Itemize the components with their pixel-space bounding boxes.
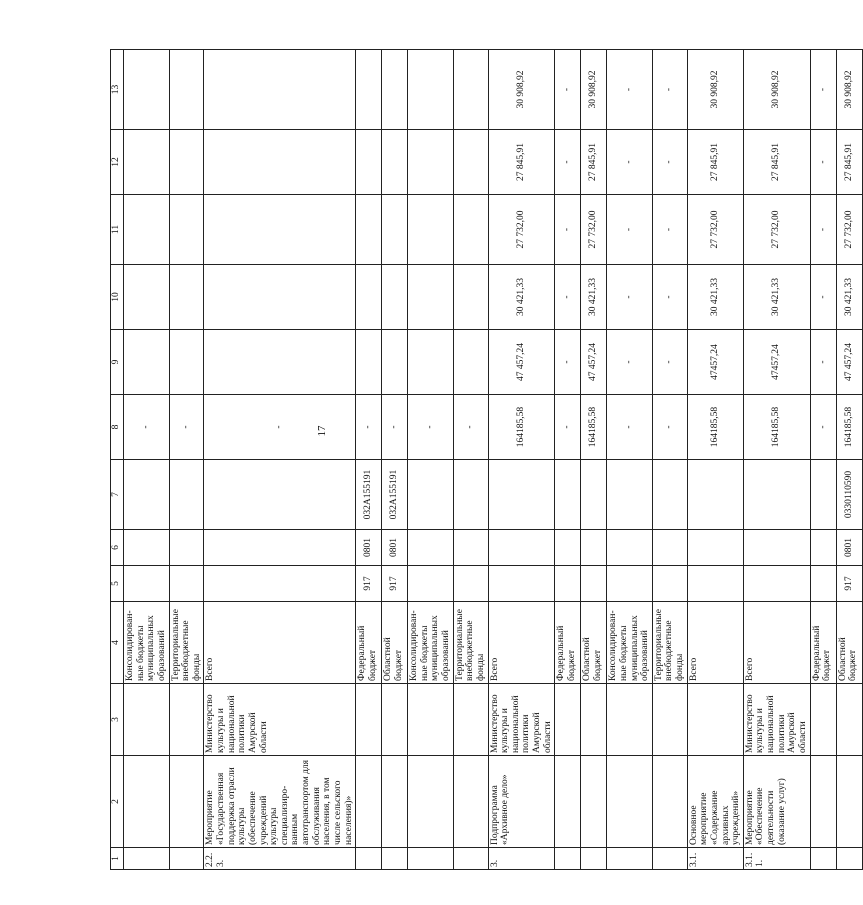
table-cell-c7: 032А155191: [382, 460, 408, 530]
table-row: [169, 50, 204, 870]
table-cell-c10: -: [810, 265, 836, 330]
table-cell-c4: Территориальные внебюджетные фонды: [453, 602, 488, 684]
table-cell-c1: [810, 848, 836, 870]
table-cell-c3: Министерство культуры и национальной политики Амурской области: [743, 684, 810, 756]
table-cell-c6: [652, 530, 687, 566]
table-cell-c3: [169, 684, 204, 756]
table-cell-c6: [124, 530, 170, 566]
table-cell-c2: Основное мероприятие «Содержание архивных учреждений»: [687, 756, 743, 848]
table-cell-c10: [408, 265, 454, 330]
table-cell-c9: [453, 330, 488, 395]
table-cell-c5: [607, 566, 653, 602]
table-cell-c7: [204, 460, 356, 530]
column-number: 9: [111, 330, 124, 395]
column-number: 5: [111, 566, 124, 602]
table-cell-c13: [169, 50, 204, 130]
table-cell-c10: 30 421,33: [836, 265, 862, 330]
table-cell-c11: 27 732,00: [687, 195, 743, 265]
table-cell-c13: -: [607, 50, 653, 130]
table-cell-c10: [169, 265, 204, 330]
table-cell-c3: [453, 684, 488, 756]
column-number: 6: [111, 530, 124, 566]
table-cell-c2: [652, 756, 687, 848]
table-cell-c1: [408, 848, 454, 870]
table-cell-c7: [810, 460, 836, 530]
table-cell-c10: 30 421,33: [488, 265, 555, 330]
table-row: [810, 50, 836, 870]
table-cell-c9: 47457,24: [687, 330, 743, 395]
table-container: [110, 50, 859, 870]
table-cell-c2: [382, 756, 408, 848]
table-cell-c2: [555, 756, 581, 848]
table-row: [382, 50, 408, 870]
table-cell-c8: -: [453, 395, 488, 460]
table-cell-c11: -: [555, 195, 581, 265]
table-cell-c12: [453, 130, 488, 195]
table-cell-c11: [124, 195, 170, 265]
table-cell-c4: Территориальные внебюджетные фонды: [652, 602, 687, 684]
table-cell-c6: 0801: [836, 530, 862, 566]
table-cell-c8: -: [169, 395, 204, 460]
table-cell-c8: -: [810, 395, 836, 460]
table-cell-c3: [607, 684, 653, 756]
table-cell-c6: [204, 530, 356, 566]
table-cell-c13: 30 908,92: [743, 50, 810, 130]
table-cell-c7: [607, 460, 653, 530]
table-cell-c8: -: [356, 395, 382, 460]
table-cell-c4: Консолидирован-ные бюджеты муниципальных образований: [124, 602, 170, 684]
table-cell-c6: 0801: [356, 530, 382, 566]
table-cell-c9: [169, 330, 204, 395]
table-cell-c8: -: [124, 395, 170, 460]
table-cell-c2: Мероприятие «Государственная поддержка отрасли культуры (обеспечение учреждений культуры специализиро-ванным автотранспортом для обслуживания населения, в том числе сельского населения)»: [204, 756, 356, 848]
table-cell-c6: [453, 530, 488, 566]
table-cell-c6: [743, 530, 810, 566]
table-cell-c4: Всего: [743, 602, 810, 684]
table-cell-c8: 164185,58: [687, 395, 743, 460]
table-cell-c13: 30 908,92: [687, 50, 743, 130]
table-cell-c6: [810, 530, 836, 566]
table-cell-c13: 30 908,92: [581, 50, 607, 130]
table-cell-c8: -: [607, 395, 653, 460]
table-cell-c3: [652, 684, 687, 756]
table-cell-c10: -: [607, 265, 653, 330]
table-cell-c7: [169, 460, 204, 530]
table-cell-c2: [810, 756, 836, 848]
table-cell-c11: [169, 195, 204, 265]
table-cell-c5: [743, 566, 810, 602]
table-cell-c3: Министерство культуры и национальной политики Амурской области: [204, 684, 356, 756]
table-cell-c4: Всего: [687, 602, 743, 684]
table-cell-c12: -: [810, 130, 836, 195]
table-cell-c8: -: [382, 395, 408, 460]
table-cell-c12: [356, 130, 382, 195]
table-cell-c1: [581, 848, 607, 870]
table-cell-c13: [204, 50, 356, 130]
table-cell-c13: [124, 50, 170, 130]
table-cell-c9: [382, 330, 408, 395]
table-cell-c2: [581, 756, 607, 848]
table-cell-c4: Всего: [204, 602, 356, 684]
column-number-row: [111, 50, 124, 870]
table-cell-c11: -: [607, 195, 653, 265]
table-cell-c3: Министерство культуры и национальной политики Амурской области: [488, 684, 555, 756]
table-cell-c10: [124, 265, 170, 330]
table-cell-c1: 3.1.: [687, 848, 743, 870]
table-cell-c9: [204, 330, 356, 395]
table-cell-c12: 27 845,91: [488, 130, 555, 195]
table-cell-c8: -: [555, 395, 581, 460]
table-cell-c10: 30 421,33: [743, 265, 810, 330]
budget-table: [110, 49, 863, 870]
table-cell-c4: Территориальные внебюджетные фонды: [169, 602, 204, 684]
table-cell-c12: 27 845,91: [687, 130, 743, 195]
table-cell-c2: [169, 756, 204, 848]
table-cell-c11: 27 732,00: [581, 195, 607, 265]
table-row: [607, 50, 653, 870]
table-cell-c5: [652, 566, 687, 602]
table-cell-c4: Федеральный бюджет: [555, 602, 581, 684]
table-cell-c11: [356, 195, 382, 265]
table-cell-c12: 27 845,91: [581, 130, 607, 195]
table-cell-c13: [408, 50, 454, 130]
table-cell-c8: -: [652, 395, 687, 460]
table-row: [356, 50, 382, 870]
table-cell-c8: -: [204, 395, 356, 460]
table-row: [836, 50, 862, 870]
table-cell-c1: [124, 848, 170, 870]
table-cell-c10: [204, 265, 356, 330]
table-cell-c13: -: [810, 50, 836, 130]
table-cell-c3: [356, 684, 382, 756]
table-cell-c9: 47 457,24: [488, 330, 555, 395]
column-number: 12: [111, 130, 124, 195]
table-cell-c11: 27 732,00: [743, 195, 810, 265]
table-cell-c11: [408, 195, 454, 265]
table-cell-c4: Федеральный бюджет: [810, 602, 836, 684]
table-cell-c10: 30 421,33: [581, 265, 607, 330]
table-cell-c5: [453, 566, 488, 602]
table-cell-c6: [488, 530, 555, 566]
table-cell-c12: [204, 130, 356, 195]
table-cell-c12: 27 845,91: [743, 130, 810, 195]
table-cell-c9: -: [555, 330, 581, 395]
table-cell-c5: [810, 566, 836, 602]
table-cell-c1: [607, 848, 653, 870]
table-cell-c7: [488, 460, 555, 530]
table-cell-c13: 30 908,92: [836, 50, 862, 130]
column-number: 4: [111, 602, 124, 684]
table-cell-c10: 30 421,33: [687, 265, 743, 330]
column-number: 8: [111, 395, 124, 460]
table-cell-c3: [408, 684, 454, 756]
table-cell-c13: [382, 50, 408, 130]
column-number: 2: [111, 756, 124, 848]
column-number: 13: [111, 50, 124, 130]
table-cell-c9: -: [652, 330, 687, 395]
table-cell-c12: [408, 130, 454, 195]
table-cell-c5: [169, 566, 204, 602]
table-cell-c1: [356, 848, 382, 870]
table-row: [453, 50, 488, 870]
table-row: [687, 50, 743, 870]
table-cell-c9: [356, 330, 382, 395]
table-cell-c8: 164185,58: [743, 395, 810, 460]
table-cell-c10: -: [652, 265, 687, 330]
table-cell-c4: Всего: [488, 602, 555, 684]
table-cell-c5: [124, 566, 170, 602]
table-cell-c1: 2.2.3.: [204, 848, 356, 870]
table-cell-c3: [810, 684, 836, 756]
table-cell-c12: -: [652, 130, 687, 195]
table-cell-c2: [408, 756, 454, 848]
table-cell-c13: [356, 50, 382, 130]
table-cell-c4: Областной бюджет: [382, 602, 408, 684]
table-cell-c5: 917: [382, 566, 408, 602]
table-cell-c3: [581, 684, 607, 756]
table-cell-c1: [453, 848, 488, 870]
table-cell-c1: [382, 848, 408, 870]
table-cell-c6: [169, 530, 204, 566]
table-cell-c6: [607, 530, 653, 566]
table-cell-c9: -: [810, 330, 836, 395]
column-number: 10: [111, 265, 124, 330]
page-number: 17: [316, 425, 328, 437]
table-cell-c9: [124, 330, 170, 395]
table-cell-c4: Федеральный бюджет: [356, 602, 382, 684]
table-cell-c7: [124, 460, 170, 530]
table-cell-c6: [555, 530, 581, 566]
table-cell-c5: 917: [836, 566, 862, 602]
table-cell-c1: 3.: [488, 848, 555, 870]
table-cell-c3: [124, 684, 170, 756]
table-cell-c11: [382, 195, 408, 265]
table-row: [652, 50, 687, 870]
table-cell-c3: [382, 684, 408, 756]
table-cell-c6: [581, 530, 607, 566]
column-number: 3: [111, 684, 124, 756]
table-cell-c4: Областной бюджет: [836, 602, 862, 684]
table-cell-c7: [581, 460, 607, 530]
table-cell-c2: [607, 756, 653, 848]
table-row: [581, 50, 607, 870]
table-cell-c8: -: [408, 395, 454, 460]
table-cell-c8: 164185,58: [488, 395, 555, 460]
table-cell-c9: 47 457,24: [581, 330, 607, 395]
table-cell-c13: -: [555, 50, 581, 130]
table-cell-c1: [169, 848, 204, 870]
table-row: [555, 50, 581, 870]
table-cell-c2: [124, 756, 170, 848]
table-cell-c5: [204, 566, 356, 602]
table-cell-c7: 032А155191: [356, 460, 382, 530]
table-cell-c3: [555, 684, 581, 756]
table-cell-c2: Мероприятие «Обеспечение деятельности (оказание услуг): [743, 756, 810, 848]
table-cell-c4: Консолидирован-ные бюджеты муниципальных образований: [607, 602, 653, 684]
table-cell-c7: 0330110590: [836, 460, 862, 530]
table-cell-c13: 30 908,92: [488, 50, 555, 130]
table-cell-c7: [555, 460, 581, 530]
table-cell-c9: 47 457,24: [836, 330, 862, 395]
table-cell-c10: -: [555, 265, 581, 330]
table-row: [204, 50, 356, 870]
table-cell-c11: -: [810, 195, 836, 265]
table-row: [488, 50, 555, 870]
table-cell-c9: 47457,24: [743, 330, 810, 395]
table-cell-c8: 164185,58: [836, 395, 862, 460]
table-cell-c3: [836, 684, 862, 756]
table-cell-c11: 27 732,00: [488, 195, 555, 265]
table-cell-c2: Подпрограмма «Архивное дело»: [488, 756, 555, 848]
table-cell-c2: [453, 756, 488, 848]
table-cell-c12: [124, 130, 170, 195]
table-row: [124, 50, 170, 870]
table-cell-c9: [408, 330, 454, 395]
table-cell-c11: [204, 195, 356, 265]
table-cell-c7: [453, 460, 488, 530]
table-cell-c5: [555, 566, 581, 602]
table-cell-c11: -: [652, 195, 687, 265]
table-cell-c12: -: [555, 130, 581, 195]
table-cell-c2: [836, 756, 862, 848]
column-number: 11: [111, 195, 124, 265]
table-cell-c11: [453, 195, 488, 265]
table-cell-c12: [169, 130, 204, 195]
table-cell-c10: [453, 265, 488, 330]
table-cell-c2: [356, 756, 382, 848]
table-cell-c4: Консолидирован-ные бюджеты муниципальных образований: [408, 602, 454, 684]
table-cell-c6: 0801: [382, 530, 408, 566]
table-cell-c5: [687, 566, 743, 602]
table-row: [408, 50, 454, 870]
table-row: [743, 50, 810, 870]
table-cell-c7: [743, 460, 810, 530]
table-cell-c8: 164185,58: [581, 395, 607, 460]
table-cell-c5: 917: [356, 566, 382, 602]
table-cell-c13: [453, 50, 488, 130]
table-cell-c12: [382, 130, 408, 195]
column-number: 1: [111, 848, 124, 870]
table-cell-c1: [652, 848, 687, 870]
table-cell-c13: -: [652, 50, 687, 130]
table-cell-c7: [408, 460, 454, 530]
table-cell-c12: -: [607, 130, 653, 195]
table-cell-c1: 3.1.1.: [743, 848, 810, 870]
table-cell-c5: [581, 566, 607, 602]
table-cell-c9: -: [607, 330, 653, 395]
table-cell-c6: [687, 530, 743, 566]
table-cell-c12: 27 845,91: [836, 130, 862, 195]
table-cell-c5: [408, 566, 454, 602]
table-cell-c10: [356, 265, 382, 330]
column-number: 7: [111, 460, 124, 530]
table-cell-c1: [836, 848, 862, 870]
table-cell-c6: [408, 530, 454, 566]
table-cell-c10: [382, 265, 408, 330]
table-cell-c7: [687, 460, 743, 530]
table-cell-c3: [687, 684, 743, 756]
table-cell-c5: [488, 566, 555, 602]
table-cell-c11: 27 732,00: [836, 195, 862, 265]
table-cell-c1: [555, 848, 581, 870]
table-cell-c7: [652, 460, 687, 530]
table-cell-c4: Областной бюджет: [581, 602, 607, 684]
